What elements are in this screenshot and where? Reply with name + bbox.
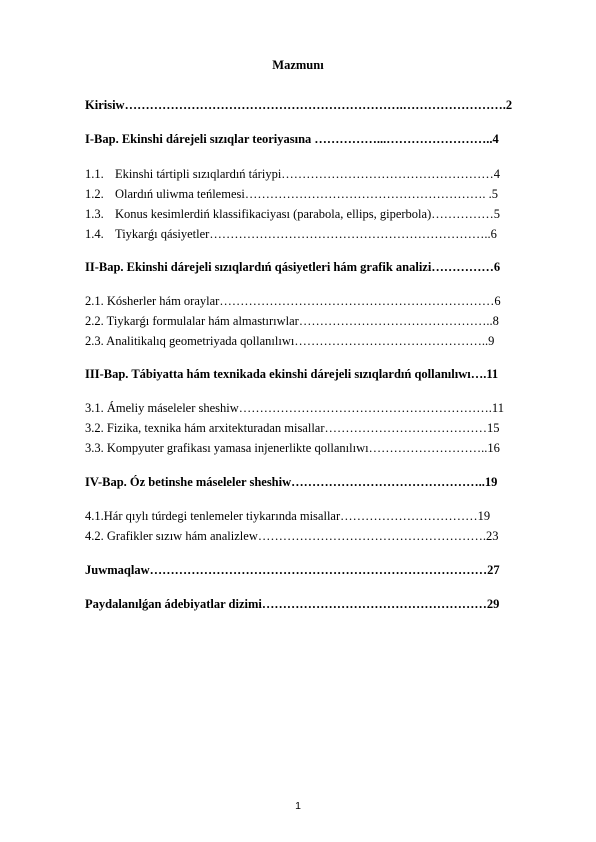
toc-entry-text: Juwmaqlaw………………………………………………………………………27 [85, 563, 500, 577]
toc-entry-text: 3.2. Fizika, texnika hám arxitekturadan misallar…………………………………15 [85, 421, 500, 435]
toc-entry-3-2 [85, 420, 555, 436]
toc-entry-kirisiw [85, 97, 555, 113]
toc-entry-number: 1.4. [85, 227, 104, 241]
toc-entry-number: 1.2. [85, 187, 104, 201]
toc-entry-text: Olardıń uliwma teńlemesi…………………………………………………. .5 [115, 187, 498, 201]
toc-entry-text: Ekinshi tártipli sızıqlardıń táriypi……………………………………………4 [115, 167, 501, 181]
toc-entry-number: 1.1. [85, 167, 104, 181]
toc-entry-text: Konus kesimlerdiń klassifikaciyası (parabola, ellips, giperbola)……………5 [115, 207, 500, 221]
toc-entry-number: 1.3. [85, 207, 104, 221]
toc-entry-2-1 [85, 293, 555, 309]
toc-entry-text: Tiykarǵı qásiyetler…………………………………………………………..6 [115, 227, 497, 241]
page-title: Mazmunı [272, 58, 324, 72]
toc-entry-text: 2.1. Kósherler hám oraylar…………………………………………………………6 [85, 294, 501, 308]
toc-entry-1-2 [85, 186, 555, 202]
toc-entry-text: 3.1. Ámeliy máseleler sheshiw…………………………………………………….11 [85, 401, 504, 415]
toc-entry-text: Kirisiw………………………………………………………….…………………….2 [85, 98, 513, 112]
toc-entry-bibliography [85, 596, 555, 612]
toc-entry-text: Paydalanılǵan ádebiyatlar dizimi………………………………………………29 [85, 597, 500, 611]
toc-entry-chapter-2 [85, 259, 555, 275]
toc-entry-text: 4.1.Hár qıylı túrdegi tenlemeler tiykarında misallar……………………………19 [85, 509, 491, 523]
toc-entry-text: II-Bap. Ekinshi dárejeli sızıqlardıń qásiyetleri hám grafik analizi……………6 [85, 260, 501, 274]
toc-entry-2-3 [85, 333, 555, 349]
toc-entry-text: 2.2. Tiykarǵı formulalar hám almastırıwlar………………………………………..8 [85, 314, 499, 328]
page-number: 1 [295, 800, 301, 812]
toc-entry-text: IV-Bap. Óz betinshe máseleler sheshiw………………………………………..19 [85, 475, 498, 489]
toc-entry-text: 3.3. Kompyuter grafikası yamasa injenerlikte qollanılıwı………………………..16 [85, 441, 500, 455]
toc-entry-text: 4.2. Grafikler sızıw hám analizlew……………………………………………….23 [85, 529, 499, 543]
toc-entry-juwmaqlaw [85, 562, 555, 578]
toc-entry-3-3 [85, 440, 555, 456]
toc-entry-text: III-Bap. Tábiyatta hám texnikada ekinshi dárejeli sızıqlardıń qollanılıwı….11 [85, 367, 499, 381]
toc-entry-4-2 [85, 528, 555, 544]
toc-entry-text: I-Bap. Ekinshi dárejeli sızıqlar teoriyasına ……………...……………………..4 [85, 132, 499, 146]
toc-entry-chapter-4 [85, 474, 555, 490]
toc-entry-3-1 [85, 400, 555, 416]
toc-entry-chapter-1 [85, 131, 555, 147]
toc-entry-4-1 [85, 508, 555, 524]
toc-entry-text: 2.3. Analitikalıq geometriyada qollanılıwı………………………………………..9 [85, 334, 495, 348]
toc-entry-chapter-3 [85, 366, 555, 382]
toc-entry-2-2 [85, 313, 555, 329]
toc-entry-1-1 [85, 166, 555, 182]
toc-entry-1-4 [85, 226, 555, 242]
toc-entry-1-3 [85, 206, 555, 222]
